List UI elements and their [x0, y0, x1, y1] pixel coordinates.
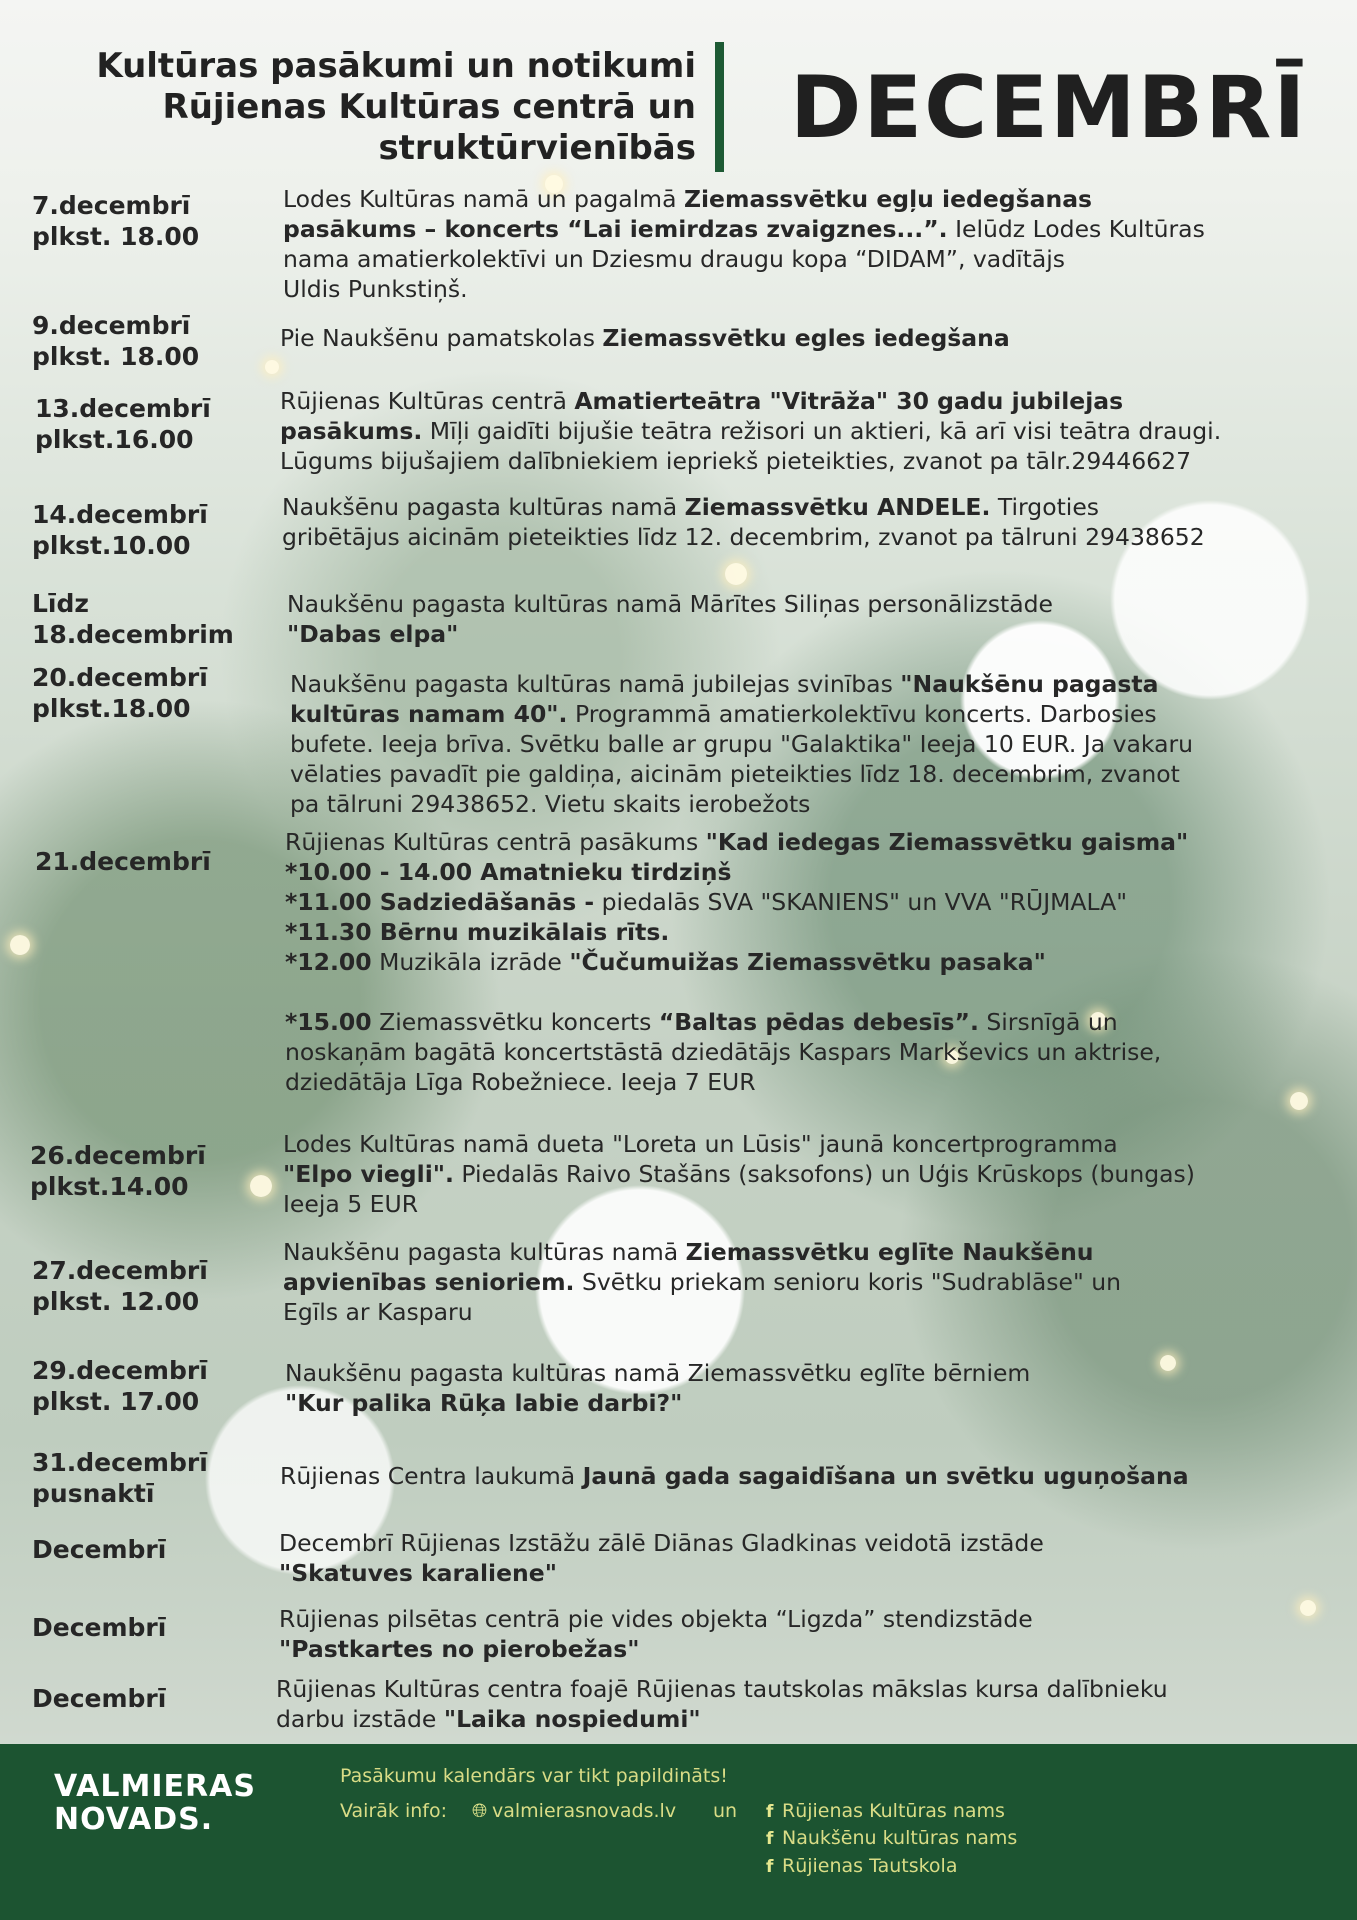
- event-description: [279, 1604, 1033, 1664]
- event-description-line: [280, 446, 1221, 476]
- event-description-line: [283, 244, 1205, 274]
- event-description-line: [279, 1558, 1044, 1588]
- event-description-line: [285, 1037, 1188, 1067]
- event-highlight: “Baltas pēdas debesīs”.: [658, 1008, 979, 1036]
- facebook-link-nauksenu-kulturas-nams[interactable]: [766, 1826, 1017, 1851]
- event-text: Lodes Kultūras namā un pagalmā: [283, 185, 684, 213]
- event-text: Programmā amatierkolektīvu koncerts. Darbosies: [567, 700, 1157, 728]
- event-description: [285, 1358, 1030, 1418]
- event-date: [32, 588, 234, 650]
- event-date-line: 26.decembrī: [30, 1141, 206, 1170]
- logo-line: VALMIERAS: [54, 1769, 256, 1804]
- event-text: Uldis Punkstiņš.: [283, 275, 468, 303]
- event-description: [276, 1674, 1168, 1734]
- facebook-icon: f: [766, 1802, 774, 1822]
- event-text: piedalās SVA "SKANIENS" un VVA "RŪJMALA": [594, 888, 1128, 916]
- facebook-icon: f: [766, 1829, 774, 1849]
- event-description-line: [285, 1007, 1188, 1037]
- event-text: Ieeja 5 EUR: [283, 1190, 419, 1218]
- event-date-line: plkst.18.00: [32, 694, 191, 723]
- event-description: [283, 184, 1205, 304]
- event-date-line: plkst.10.00: [32, 531, 191, 560]
- event-date-line: 29.decembrī: [32, 1356, 208, 1385]
- event-description-line: [283, 1237, 1121, 1267]
- event-date-line: plkst.16.00: [35, 425, 194, 454]
- event-text: Egīls ar Kasparu: [283, 1298, 473, 1326]
- event-description-line: [285, 947, 1188, 977]
- event-description-line: [290, 759, 1193, 789]
- event-highlight: kultūras namam 40".: [290, 700, 568, 728]
- valmieras-novads-logo: [54, 1770, 256, 1836]
- event-description-line: [283, 1129, 1195, 1159]
- event-description: [279, 1528, 1044, 1588]
- event-highlight: "Elpo viegli".: [283, 1160, 454, 1188]
- event-text: Naukšēnu pagasta kultūras namā Ziemassvētku eglīte bērniem: [285, 1359, 1031, 1387]
- event-highlight: Jaunā gada sagaidīšana un svētku uguņošana: [582, 1462, 1189, 1490]
- event-text: dziedātāja Līga Robežniece. Ieeja 7 EUR: [285, 1068, 756, 1096]
- event-highlight: *10.00 - 14.00 Amatnieku tirdziņš: [285, 858, 732, 886]
- event-description: [282, 492, 1205, 552]
- event-text: Pie Naukšēnu pamatskolas: [280, 324, 603, 352]
- header-month: DECEMBRĪ: [790, 58, 1308, 158]
- event-highlight: "Čučumuižas Ziemassvētku pasaka": [569, 948, 1046, 976]
- event-text: Ielūdz Lodes Kultūras: [947, 215, 1205, 243]
- event-description: [290, 669, 1193, 819]
- event-description-line: [285, 1358, 1030, 1388]
- event-text: bufete. Ieeja brīva. Svētku balle ar grupu "Galaktika" Ieeja 10 EUR. Ja vakaru: [290, 730, 1194, 758]
- event-text: Sirsnīgā un: [978, 1008, 1118, 1036]
- event-date: [32, 662, 208, 724]
- event-text: Lodes Kultūras namā dueta "Loreta un Lūsis" jaunā koncertprogramma: [283, 1130, 1118, 1158]
- event-highlight: "Dabas elpa": [287, 620, 459, 648]
- event-date: [35, 846, 211, 877]
- event-date: [32, 1355, 208, 1417]
- facebook-page-name: Rūjienas Kultūras nams: [782, 1800, 1005, 1822]
- event-highlight: pasākums.: [280, 417, 423, 445]
- event-description-line: [285, 857, 1188, 887]
- event-text: Mīļi gaidīti bijušie teātra režisori un aktieri, kā arī visi teātra draugi.: [422, 417, 1222, 445]
- event-description-line: [285, 977, 1188, 1007]
- event-highlight: *12.00: [285, 948, 372, 976]
- event-description-line: [283, 1159, 1195, 1189]
- event-description: [283, 1129, 1195, 1219]
- event-highlight: "Skatuves karaliene": [279, 1559, 557, 1587]
- event-highlight: Ziemassvētku egļu iedegšanas: [683, 185, 1093, 213]
- facebook-link-rujienas-tautskola[interactable]: [766, 1854, 957, 1879]
- event-description-line: [287, 589, 1053, 619]
- event-description-line: [282, 522, 1205, 552]
- event-text: noskaņām bagātā koncertstāstā dziedātājs Kaspars Markševics un aktrise,: [285, 1038, 1162, 1066]
- event-text: vēlaties pavadīt pie galdiņa, aicinām pieteikties līdz 18. decembrim, zvanot: [290, 760, 1180, 788]
- event-date-line: 14.decembrī: [32, 500, 208, 529]
- event-description-line: [287, 619, 1053, 649]
- event-description-line: [283, 274, 1205, 304]
- facebook-page-name: Rūjienas Tautskola: [782, 1855, 958, 1877]
- event-text: Naukšēnu pagasta kultūras namā: [282, 493, 685, 521]
- event-description-line: [290, 789, 1193, 819]
- event-date: [32, 1612, 166, 1643]
- event-date-line: 9.decembrī: [32, 311, 191, 340]
- event-date: [32, 310, 199, 372]
- event-text: Naukšēnu pagasta kultūras namā: [283, 1238, 686, 1266]
- event-description: [280, 323, 1010, 353]
- event-date-line: 7.decembrī: [32, 191, 191, 220]
- event-date-line: Līdz: [32, 589, 89, 618]
- event-date-line: 31.decembrī: [32, 1448, 208, 1477]
- footer: [0, 1744, 1357, 1920]
- event-date-line: Decembrī: [32, 1684, 167, 1713]
- event-text: Piedalās Raivo Stašāns (saksofons) un Uģis Krūskops (bungas): [453, 1160, 1195, 1188]
- event-description-line: [279, 1604, 1033, 1634]
- event-highlight: Ziemassvētku ANDELE.: [684, 493, 991, 521]
- event-date-line: plkst. 18.00: [32, 222, 200, 251]
- event-date-line: Decembrī: [32, 1613, 167, 1642]
- event-description-line: [290, 669, 1193, 699]
- event-description-line: [280, 386, 1221, 416]
- event-text: Rūjienas pilsētas centrā pie vides objekta “Ligzda” stendizstāde: [279, 1605, 1033, 1633]
- event-description-line: [279, 1634, 1033, 1664]
- event-text: Naukšēnu pagasta kultūras namā Mārītes Siliņas personālizstāde: [287, 590, 1053, 618]
- event-description-line: [283, 1189, 1195, 1219]
- and-text: un: [713, 1800, 738, 1822]
- header-title: [60, 46, 696, 169]
- event-text: Muzikāla izrāde: [371, 948, 570, 976]
- event-text: Naukšēnu pagasta kultūras namā jubilejas svinības: [290, 670, 901, 698]
- event-description-line: [285, 917, 1188, 947]
- event-description-line: [285, 827, 1188, 857]
- event-highlight: Ziemassvētku eglīte Naukšēnu: [685, 1238, 1094, 1266]
- event-description-line: [283, 1267, 1121, 1297]
- event-description: [280, 386, 1221, 476]
- event-text: Rūjienas Kultūras centrā pasākums: [285, 828, 706, 856]
- facebook-icon: f: [766, 1857, 774, 1877]
- event-text: Rūjienas Centra laukumā: [280, 1462, 583, 1490]
- event-highlight: pasākums – koncerts “Lai iemirdzas zvaigznes...”.: [283, 215, 948, 243]
- globe-icon: 🌐︎: [472, 1800, 488, 1822]
- event-highlight: *11.30 Bērnu muzikālais rīts.: [285, 918, 670, 946]
- event-date-line: Decembrī: [32, 1535, 167, 1564]
- event-date-line: plkst. 17.00: [32, 1387, 200, 1416]
- event-text: Tirgoties: [990, 493, 1100, 521]
- event-highlight: Ziemassvētku egles iedegšana: [602, 324, 1010, 352]
- event-description-line: [280, 1461, 1189, 1491]
- event-highlight: "Laika nospiedumi": [443, 1705, 701, 1733]
- event-highlight: Amatierteātra "Vitrāža" 30 gadu jubilejas: [574, 387, 1124, 415]
- logo-line: NOVADS.: [54, 1802, 214, 1837]
- calendar-notice: Pasākumu kalendārs var tikt papildināts!: [340, 1765, 728, 1787]
- header-divider: [715, 42, 724, 172]
- header-title-line: Kultūras pasākumi un notikumi: [96, 46, 696, 86]
- event-description-line: [283, 1297, 1121, 1327]
- event-highlight: *15.00: [285, 1008, 372, 1036]
- event-description-line: [280, 416, 1221, 446]
- event-text: Lūgums bijušajiem dalībniekiem iepriekš pieteikties, zvanot pa tālr.29446627: [280, 447, 1192, 475]
- event-description: [280, 1461, 1189, 1491]
- website-text: valmierasnovads.lv: [492, 1800, 677, 1822]
- event-description-line: [285, 1388, 1030, 1418]
- event-description-line: [280, 323, 1010, 353]
- event-description-line: [290, 699, 1193, 729]
- event-text: nama amatierkolektīvi un Dziesmu draugu kopa “DIDAM”, vadītājs: [283, 245, 1066, 273]
- event-date-line: 20.decembrī: [32, 663, 208, 692]
- event-date: [32, 1534, 166, 1565]
- event-text: Rūjienas Kultūras centra foajē Rūjienas tautskolas mākslas kursa dalībnieku: [276, 1675, 1168, 1703]
- event-highlight: "Kad iedegas Ziemassvētku gaisma": [705, 828, 1189, 856]
- event-date-line: pusnaktī: [32, 1479, 155, 1508]
- event-date-line: plkst. 18.00: [32, 342, 200, 371]
- event-description-line: [276, 1674, 1168, 1704]
- event-date: [35, 393, 211, 455]
- event-description: [287, 589, 1053, 649]
- facebook-link-rujienas-kulturas-nams[interactable]: [766, 1799, 1005, 1824]
- event-highlight: "Naukšēnu pagasta: [900, 670, 1159, 698]
- event-date-line: 18.decembrim: [32, 620, 234, 649]
- event-description-line: [279, 1528, 1044, 1558]
- event-date-line: plkst. 12.00: [32, 1287, 200, 1316]
- event-text: Ziemassvētku koncerts: [371, 1008, 659, 1036]
- event-description-line: [290, 729, 1193, 759]
- event-description-line: [276, 1704, 1168, 1734]
- event-date: [32, 1683, 166, 1714]
- event-highlight: "Pastkartes no pierobežas": [279, 1635, 640, 1663]
- facebook-page-name: Naukšēnu kultūras nams: [782, 1827, 1018, 1849]
- event-text: Rūjienas Kultūras centrā: [280, 387, 575, 415]
- event-date: [32, 190, 199, 252]
- event-date: [30, 1140, 206, 1202]
- event-date: [32, 1447, 208, 1509]
- event-description: [283, 1237, 1121, 1327]
- event-description-line: [283, 184, 1205, 214]
- event-date: [32, 1255, 208, 1317]
- event-highlight: "Kur palika Rūķa labie darbi?": [285, 1389, 683, 1417]
- event-date-line: 27.decembrī: [32, 1256, 208, 1285]
- event-date-line: 13.decembrī: [35, 394, 211, 423]
- event-highlight: apvienības senioriem.: [283, 1268, 575, 1296]
- event-description-line: [285, 1067, 1188, 1097]
- event-text: darbu izstāde: [276, 1705, 444, 1733]
- event-text: pa tālruni 29438652. Vietu skaits ierobežots: [290, 790, 811, 818]
- more-info-label: Vairāk info:: [340, 1800, 447, 1822]
- event-description-line: [285, 887, 1188, 917]
- event-date-line: 21.decembrī: [35, 847, 211, 876]
- event-date: [32, 499, 208, 561]
- event-highlight: *11.00 Sadziedāšanās -: [285, 888, 595, 916]
- website-link[interactable]: [472, 1799, 676, 1823]
- header-title-line: Rūjienas Kultūras centrā un: [162, 87, 696, 127]
- event-description: [285, 827, 1188, 1097]
- event-description-line: [282, 492, 1205, 522]
- header-title-line: struktūrvienībās: [378, 128, 696, 168]
- event-text: Svētku priekam senioru koris "Sudrablāse" un: [574, 1268, 1122, 1296]
- event-description-line: [283, 214, 1205, 244]
- event-date-line: plkst.14.00: [30, 1172, 189, 1201]
- event-text: gribētājus aicinām pieteikties līdz 12. decembrim, zvanot pa tālruni 29438652: [282, 523, 1205, 551]
- event-text: Decembrī Rūjienas Izstāžu zālē Diānas Gladkinas veidotā izstāde: [279, 1529, 1044, 1557]
